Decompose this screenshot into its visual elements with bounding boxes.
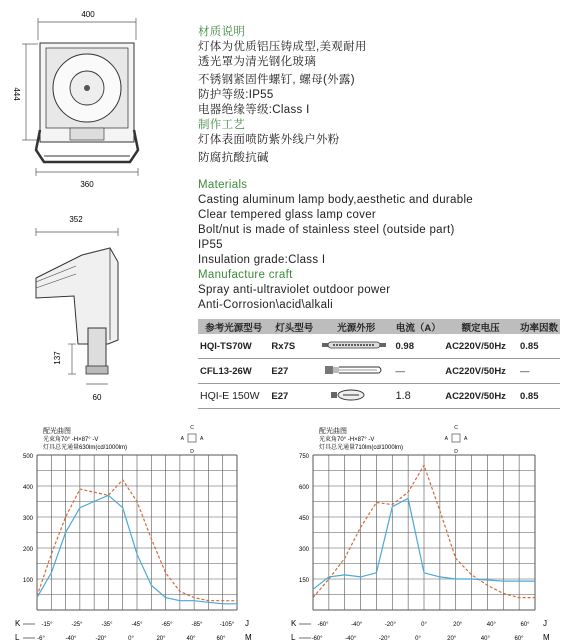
y-tick-label: 300 [22, 516, 33, 522]
table-row [198, 359, 560, 384]
marker-label: D [190, 449, 194, 455]
k-tick-label: -65° [161, 622, 173, 628]
en-line: IP55 [198, 239, 223, 251]
y-tick-label: 600 [298, 485, 309, 491]
k-axis-label: K [291, 619, 297, 628]
l-tick-label: -20° [378, 636, 390, 641]
k-tick-label: -105° [219, 622, 235, 628]
l-tick-label: 40° [186, 636, 196, 641]
cell-current: 1.8 [393, 384, 443, 409]
l-tick-label: 60° [216, 636, 226, 641]
marker-label: C [190, 425, 194, 431]
dim-front-height: 444 [12, 87, 21, 101]
l-axis-label: L [15, 633, 20, 641]
en-craft-heading: Manufacture craft [198, 269, 293, 281]
cell-model: CFL13-26W [198, 359, 269, 384]
table-row [198, 384, 560, 409]
l-tick-label: -40° [65, 636, 77, 641]
spec-cn-block [198, 25, 563, 166]
k-tick-label: -60° [317, 622, 329, 628]
k-tick-label: -35° [101, 622, 113, 628]
cell-model: HQI-E 150W [198, 384, 269, 409]
l-tick-label: -20° [95, 636, 107, 641]
marker-box [188, 434, 196, 442]
th-voltage: 额定电压 [443, 319, 518, 334]
en-line: Casting aluminum lamp body,aesthetic and durable [198, 194, 474, 206]
marker-label: C [454, 425, 458, 431]
marker-label: A [180, 436, 184, 442]
k-tick-label: 0° [421, 622, 427, 628]
l-tick-label: -40° [345, 636, 357, 641]
dim-bracket-width: 360 [80, 180, 94, 189]
marker-label: A [444, 436, 448, 442]
en-line: Spray anti-ultraviolet outdoor power [198, 284, 391, 296]
k-tick-label: 40° [486, 622, 496, 628]
cell-shape [319, 384, 394, 409]
lamp-spec-table [198, 319, 560, 409]
l-tick-label: 0° [415, 636, 421, 641]
j-axis-label: J [245, 619, 249, 628]
cell-current: 0.98 [393, 334, 443, 359]
cn-line: 防护等级:IP55 [198, 89, 274, 101]
tube-lamp-icon [321, 339, 387, 351]
k-tick-label: 60° [520, 622, 530, 628]
en-material-heading: Materials [198, 179, 248, 191]
cn-line: 灯体为优质铝压铸成型,美观耐用 [198, 41, 367, 53]
l-axis-label: L [291, 633, 296, 641]
light-distribution-chart-2 [280, 425, 566, 641]
k-tick-label: -85° [191, 622, 203, 628]
cell-socket: E27 [269, 384, 319, 409]
dim-side-base: 60 [92, 393, 102, 402]
dim-front-width: 400 [81, 10, 95, 19]
k-tick-label: -20° [384, 622, 396, 628]
k-tick-label: -15° [41, 622, 53, 628]
dim-side-width: 352 [69, 215, 83, 224]
k-tick-label: -40° [351, 622, 363, 628]
cell-socket: Rx7S [269, 334, 319, 359]
marker-label: D [454, 449, 458, 455]
l-tick-label: 40° [480, 636, 490, 641]
l-tick-label: -6° [37, 636, 45, 641]
cn-line: 不锈钢紧固件螺钉, 螺母(外露) [198, 74, 355, 86]
spec-en-block [198, 178, 563, 313]
chart-title: 配光曲图 [43, 428, 71, 435]
cell-socket: E27 [269, 359, 319, 384]
k-tick-label: 20° [453, 622, 463, 628]
chart-title: 配光曲图 [319, 428, 347, 435]
l-tick-label: 20° [156, 636, 166, 641]
cn-craft-heading: 制作工艺 [198, 119, 246, 131]
cell-power-factor: — [518, 359, 560, 384]
cell-voltage: AC220V/50Hz [443, 359, 518, 384]
en-line: Bolt/nut is made of stainless steel (outside part) [198, 224, 455, 236]
cell-power-factor: 0.85 [518, 334, 560, 359]
y-tick-label: 300 [298, 547, 309, 553]
th-model: 参考光源型号 [198, 319, 269, 334]
y-tick-label: 450 [298, 516, 309, 522]
light-distribution-chart-1 [0, 425, 280, 641]
cn-line: 灯体表面喷防紫外线户外粉 [198, 134, 340, 146]
cn-material-heading: 材质说明 [198, 26, 246, 38]
en-line: Clear tempered glass lamp cover [198, 209, 377, 221]
y-tick-label: 750 [298, 454, 309, 460]
th-current: 电流（A） [393, 319, 443, 334]
cell-current: — [393, 359, 443, 384]
cfl-lamp-icon [321, 363, 387, 377]
marker-label: A [200, 436, 204, 442]
cn-line: 防腐抗酸抗碱 [198, 152, 269, 164]
chart-subtitle: 光束角70° -H×87° -V [43, 437, 99, 443]
technical-drawing [0, 0, 195, 410]
chart-subtitle: 灯具总光通量630lm(cd/1000lm) [43, 445, 128, 451]
en-line: Anti-Corrosion\acid\alkali [198, 299, 333, 311]
y-tick-label: 150 [298, 578, 309, 584]
k-axis-label: K [15, 619, 21, 628]
th-power-factor: 功率因数 [518, 319, 560, 334]
cell-shape [319, 334, 394, 359]
lamp-side-mount [88, 328, 106, 368]
dim-side-height: 137 [53, 351, 62, 365]
en-line: Insulation grade:Class I [198, 254, 326, 266]
m-axis-label: M [543, 633, 550, 641]
th-shape: 光源外形 [319, 319, 394, 334]
cn-line: 透光罩为清光钢化玻璃 [198, 56, 316, 68]
cell-voltage: AC220V/50Hz [443, 334, 518, 359]
cell-model: HQI-TS70W [198, 334, 269, 359]
chart-subtitle: 光束角70° -H×87° -V [319, 437, 375, 443]
j-axis-label: J [543, 619, 547, 628]
y-tick-label: 200 [22, 547, 33, 553]
l-tick-label: 20° [447, 636, 457, 641]
marker-box [452, 434, 460, 442]
cn-line: 电器绝缘等级:Class Ⅰ [198, 104, 310, 116]
l-tick-label: 0° [128, 636, 134, 641]
table-row [198, 334, 560, 359]
k-tick-label: -25° [71, 622, 83, 628]
m-axis-label: M [245, 633, 252, 641]
marker-label: A [464, 436, 468, 442]
table-header-row [198, 319, 560, 334]
cell-shape [319, 359, 394, 384]
hid-lamp-icon [321, 388, 387, 402]
chart-subtitle: 灯具总光通量710lm(cd/1000lm) [319, 445, 404, 451]
th-socket: 灯头型号 [269, 319, 319, 334]
cell-voltage: AC220V/50Hz [443, 384, 518, 409]
cell-power-factor: 0.85 [518, 384, 560, 409]
y-tick-label: 100 [22, 578, 33, 584]
y-tick-label: 500 [22, 454, 33, 460]
k-tick-label: -45° [131, 622, 143, 628]
y-tick-label: 400 [22, 485, 33, 491]
l-tick-label: -60° [311, 636, 323, 641]
l-tick-label: 60° [514, 636, 524, 641]
